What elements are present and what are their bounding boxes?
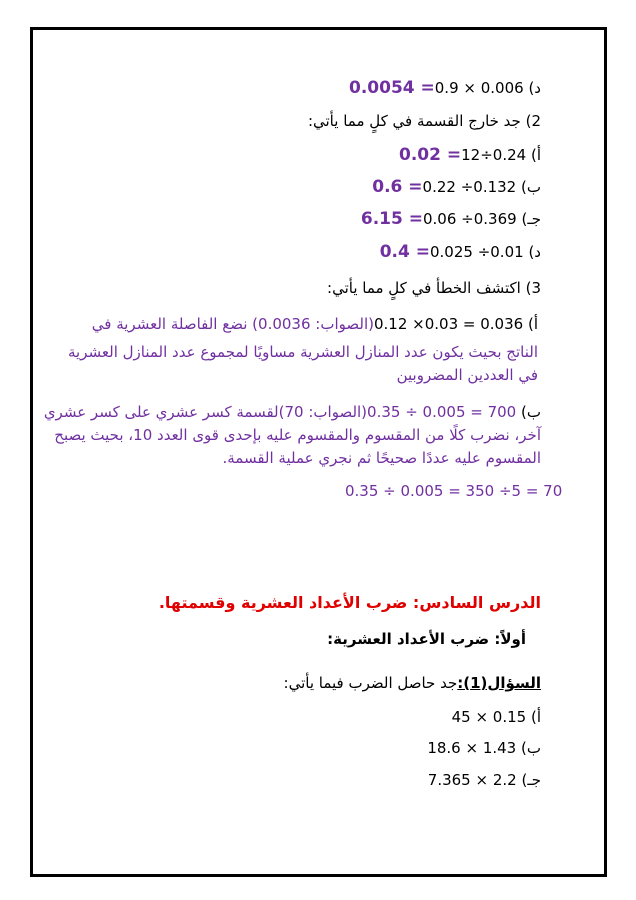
answer: 0.02 = xyxy=(399,145,462,165)
question-3-title: 3) اكتشف الخطأ في كلٍ مما يأتي: xyxy=(327,279,541,297)
item-label: د) xyxy=(528,79,541,97)
answer: 0.6 = xyxy=(372,177,423,197)
error-item-a xyxy=(92,313,538,335)
error-b-working: 0.35 ÷ 0.005 = 350 ÷5 = 70 xyxy=(345,482,563,500)
multiply-item-c xyxy=(428,769,541,791)
item-label: جـ) xyxy=(521,210,541,228)
multiply-item-a xyxy=(452,706,541,728)
error-a-explanation-line-2: الناتج بحيث يكون عدد المنازل العشرية مساويًا لمجموع عدد المنازل العشرية xyxy=(68,343,538,361)
error-b-explanation-line-3: المقسوم عليه عددًا صحيحًا ثم نجري عملية القسمة. xyxy=(222,449,541,467)
wrong-expression: 0.12 ×0.03 = 0.036 xyxy=(374,315,524,333)
item-label: أ) xyxy=(530,146,541,164)
question-label: السؤال(1): xyxy=(457,674,541,692)
item-d-multiplication xyxy=(349,77,541,99)
multiply-item-b xyxy=(427,737,541,759)
division-item-c xyxy=(361,208,541,230)
answer: 0.0054 = xyxy=(349,78,435,98)
question-text: جد حاصل الضرب فيما يأتي: xyxy=(283,674,458,692)
item-label: د) xyxy=(528,243,541,261)
expression: 0.22 ÷0.132 xyxy=(422,178,517,196)
correction: (الصواب: 70)لقسمة كسر عشري على كسر عشري xyxy=(43,403,368,421)
expression: 0.9 × 0.006 xyxy=(434,79,524,97)
division-item-a xyxy=(399,144,541,166)
correction: (الصواب: 0.0036) نضع الفاصلة العشرية في xyxy=(91,315,374,333)
division-item-b xyxy=(372,176,541,198)
answer: 6.15 = xyxy=(360,209,423,229)
item-label: ب) xyxy=(521,403,541,421)
error-a-explanation-line-3: في العددين المضروبين xyxy=(396,366,538,384)
expression: 45 × 0.15 xyxy=(451,708,527,726)
expression: 0.025 ÷0.01 xyxy=(429,243,524,261)
wrong-expression: 0.35 ÷ 0.005 = 700 xyxy=(367,403,517,421)
expression: 18.6 × 1.43 xyxy=(427,739,517,757)
item-label: ب) xyxy=(521,178,541,196)
item-label: أ) xyxy=(527,315,538,333)
error-item-b xyxy=(44,401,541,423)
lesson-title: الدرس السادس: ضرب الأعداد العشرية وقسمتها. xyxy=(158,593,541,612)
question-2-title: 2) جد خارج القسمة في كلٍ مما يأتي: xyxy=(307,112,541,130)
expression: 12÷0.24 xyxy=(461,146,527,164)
item-label: أ) xyxy=(530,708,541,726)
question-1 xyxy=(284,672,541,694)
answer: 0.4 = xyxy=(379,242,430,262)
expression: 7.365 × 2.2 xyxy=(427,771,517,789)
lesson-subtitle: أولاً: ضرب الأعداد العشرية: xyxy=(327,630,526,648)
division-item-d xyxy=(380,241,541,263)
item-label: ب) xyxy=(521,739,541,757)
expression: 0.06 ÷0.369 xyxy=(423,210,517,228)
item-label: جـ) xyxy=(521,771,541,789)
error-b-explanation-line-2: آخر، نضرب كلًا من المقسوم والمقسوم عليه بإحدى قوى العدد 10، بحيث يصبح xyxy=(54,426,541,444)
